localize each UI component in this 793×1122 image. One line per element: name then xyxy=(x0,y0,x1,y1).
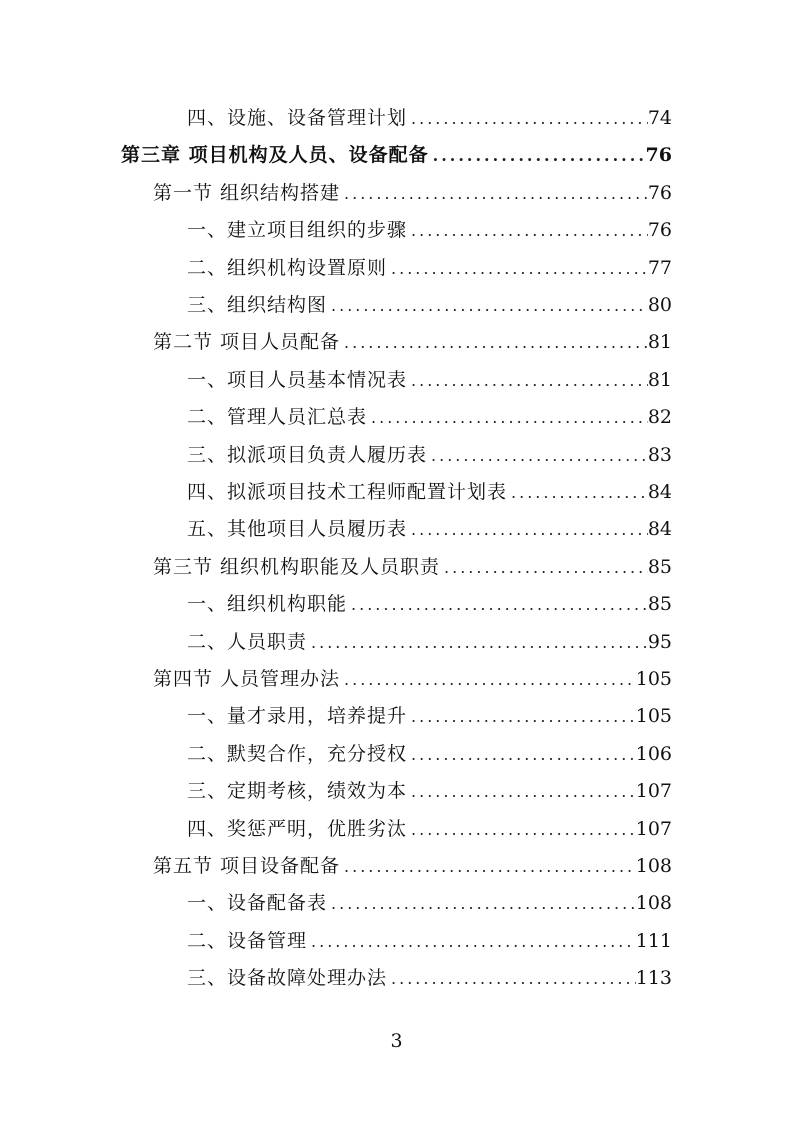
toc-entry[interactable] xyxy=(187,736,672,773)
toc-entry-page: 105 xyxy=(635,668,672,690)
toc-entry-page: 107 xyxy=(635,817,672,840)
toc-entry-page: 113 xyxy=(635,967,672,990)
toc-entry[interactable] xyxy=(187,624,672,661)
toc-entry[interactable] xyxy=(187,698,672,735)
toc-entry-page: 85 xyxy=(647,593,672,616)
toc-dot-leader xyxy=(387,960,636,997)
toc-dot-leader xyxy=(407,736,636,773)
toc-entry-label: 第三节 组织机构职能及人员职责 xyxy=(153,555,441,578)
toc-entry-page: 108 xyxy=(635,855,672,877)
toc-dot-leader xyxy=(340,661,636,698)
toc-dot-leader xyxy=(407,212,648,249)
toc-entry-section[interactable] xyxy=(153,324,672,361)
toc-entry[interactable] xyxy=(187,212,672,249)
toc-entry-page: 80 xyxy=(647,294,672,316)
toc-entry-page: 81 xyxy=(647,368,672,391)
toc-entry[interactable] xyxy=(187,474,672,511)
toc-entry-section[interactable] xyxy=(153,175,672,212)
toc-entry-page: 111 xyxy=(635,929,672,952)
toc-entry[interactable] xyxy=(187,399,672,436)
toc-entry[interactable] xyxy=(187,773,672,810)
toc-dot-leader xyxy=(440,549,648,586)
toc-dot-leader xyxy=(340,848,636,885)
toc-entry-page: 74 xyxy=(647,107,672,129)
toc-entry[interactable] xyxy=(187,960,672,997)
toc-entry-page: 95 xyxy=(647,630,672,653)
toc-dot-leader xyxy=(407,362,648,399)
toc-dot-leader xyxy=(429,137,646,174)
toc-dot-leader xyxy=(407,511,648,548)
toc-entry-label: 第三章 项目机构及人员、设备配备 xyxy=(121,144,429,167)
toc-dot-leader xyxy=(340,175,648,212)
toc-entry-label: 二、设备管理 xyxy=(187,929,308,952)
toc-entry[interactable] xyxy=(187,100,672,137)
toc-entry-label: 四、拟派项目技术工程师配置计划表 xyxy=(187,481,508,503)
toc-dot-leader xyxy=(347,586,648,623)
toc-dot-leader xyxy=(427,437,648,474)
toc-entry-page: 76 xyxy=(645,144,672,167)
toc-dot-leader xyxy=(507,474,648,511)
toc-entry-chapter[interactable] xyxy=(121,137,672,174)
toc-entry[interactable] xyxy=(187,885,672,922)
toc-entry-page: 106 xyxy=(635,742,672,765)
toc-entry-page: 84 xyxy=(647,481,672,503)
toc-entry[interactable] xyxy=(187,362,672,399)
toc-dot-leader xyxy=(407,773,636,810)
toc-entry-label: 一、项目人员基本情况表 xyxy=(187,368,408,391)
toc-dot-leader xyxy=(367,399,648,436)
toc-dot-leader xyxy=(327,287,648,324)
toc-dot-leader xyxy=(407,811,636,848)
toc-entry[interactable] xyxy=(187,287,672,324)
toc-entry-page: 107 xyxy=(635,780,672,803)
toc-entry-label: 第四节 人员管理办法 xyxy=(153,668,341,690)
toc-entry[interactable] xyxy=(187,811,672,848)
toc-entry-section[interactable] xyxy=(153,661,672,698)
toc-entry-label: 二、管理人员汇总表 xyxy=(187,406,368,429)
toc-entry-page: 81 xyxy=(647,331,672,354)
toc-dot-leader xyxy=(340,324,648,361)
toc-entry-label: 三、设备故障处理办法 xyxy=(187,967,388,990)
toc-entry-label: 五、其他项目人员履历表 xyxy=(187,518,408,541)
toc-dot-leader xyxy=(327,885,636,922)
page-number: 3 xyxy=(390,1030,403,1052)
toc-entry-label: 二、人员职责 xyxy=(187,630,308,653)
toc-entry[interactable] xyxy=(187,511,672,548)
toc-entry-label: 二、组织机构设置原则 xyxy=(187,256,388,279)
toc-dot-leader xyxy=(387,250,648,287)
toc-entry-label: 一、建立项目组织的步骤 xyxy=(187,219,408,242)
toc-entry-label: 四、设施、设备管理计划 xyxy=(187,107,408,129)
toc-entry-label: 三、定期考核，绩效为本 xyxy=(187,780,408,803)
toc-entry-label: 三、拟派项目负责人履历表 xyxy=(187,443,428,466)
toc-entry-label: 第二节 项目人员配备 xyxy=(153,331,341,354)
toc-entry-page: 77 xyxy=(647,256,672,279)
toc-entry-label: 第五节 项目设备配备 xyxy=(153,855,341,877)
toc-entry-page: 82 xyxy=(647,406,672,429)
toc-entry-page: 108 xyxy=(635,892,672,915)
toc-entry-label: 四、奖惩严明，优胜劣汰 xyxy=(187,817,408,840)
toc-entry[interactable] xyxy=(187,437,672,474)
toc-entry-page: 105 xyxy=(635,705,672,728)
toc-entry-label: 一、组织机构职能 xyxy=(187,593,348,616)
toc-dot-leader xyxy=(407,698,636,735)
toc-entry-section[interactable] xyxy=(153,549,672,586)
toc-entry-page: 83 xyxy=(647,443,672,466)
toc-entry-label: 第一节 组织结构搭建 xyxy=(153,181,341,204)
toc-entry-section[interactable] xyxy=(153,848,672,885)
toc-entry-label: 三、组织结构图 xyxy=(187,294,328,316)
toc-entry-label: 一、量才录用，培养提升 xyxy=(187,705,408,728)
toc-entry-label: 二、默契合作，充分授权 xyxy=(187,742,408,765)
toc-entry-page: 84 xyxy=(647,518,672,541)
toc-entry[interactable] xyxy=(187,923,672,960)
toc-dot-leader xyxy=(307,923,636,960)
toc-dot-leader xyxy=(407,100,648,137)
toc-entry-label: 一、设备配备表 xyxy=(187,892,328,915)
toc-entry-page: 85 xyxy=(647,555,672,578)
toc-entry[interactable] xyxy=(187,586,672,623)
toc-entry[interactable] xyxy=(187,250,672,287)
toc-entry-page: 76 xyxy=(647,181,672,204)
toc-entry-page: 76 xyxy=(647,219,672,242)
toc-dot-leader xyxy=(307,624,648,661)
